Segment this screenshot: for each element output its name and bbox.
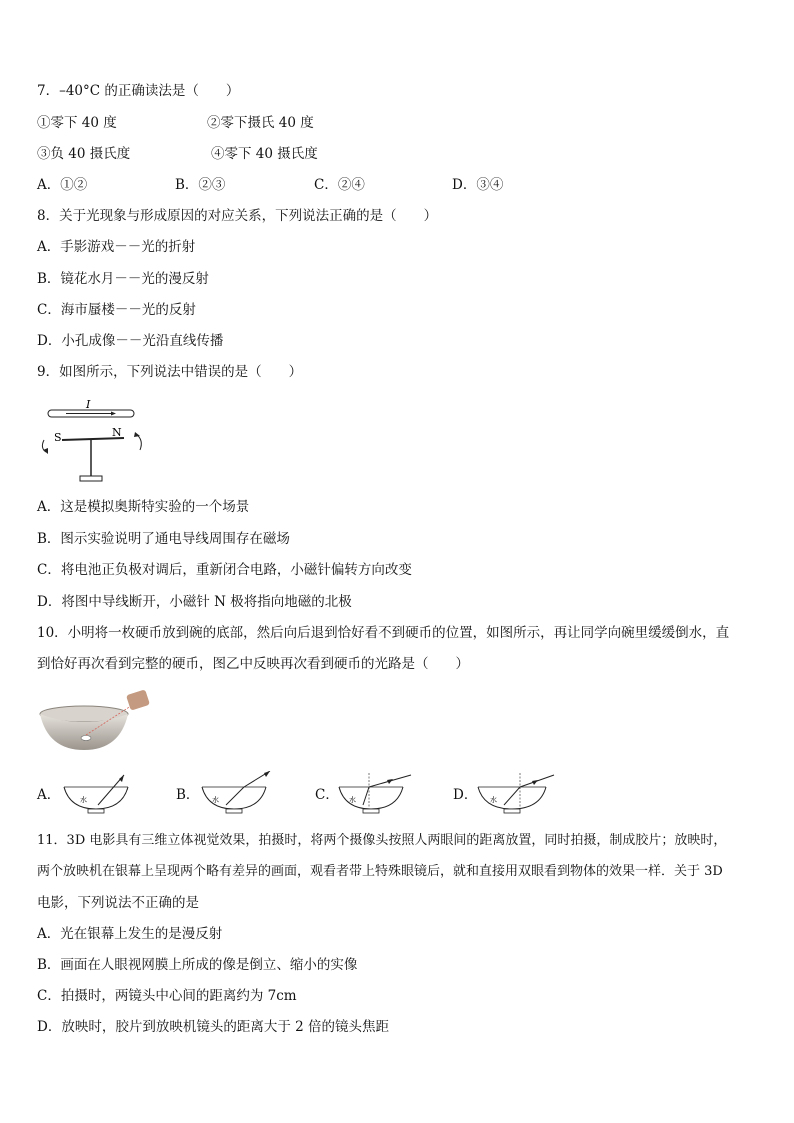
- q9-option-c: C．将电池正负极对调后，重新闭合电路，小磁针偏转方向改变: [37, 562, 412, 578]
- q7-stem: 7．–40°C 的正确读法是（ ）: [37, 83, 240, 99]
- oersted-figure: [36, 396, 154, 492]
- q11-stem-line2: 两个放映机在银幕上呈现两个略有差异的画面，观看者带上特殊眼镜后，就和直接用双眼看到物体的效果一样．关于 3D: [37, 864, 723, 879]
- q7-option-a: A．①②: [37, 177, 88, 193]
- q10-option-a: A．: [37, 787, 61, 803]
- current-label: I: [86, 398, 91, 411]
- q7-statement-3: ③负 40 摄氏度: [37, 146, 131, 162]
- q7-statement-2: ②零下摄氏 40 度: [207, 115, 314, 131]
- q9-stem: 9．如图所示，下列说法中错误的是（ ）: [37, 364, 303, 380]
- q10-stem-line1: 10．小明将一枚硬币放到碗的底部，然后向后退到恰好看不到硬币的位置，如图所示，再让同学向碗里缓缓倒水，直: [37, 625, 730, 641]
- q11-option-b: B．画面在人眼视网膜上所成的像是倒立、缩小的实像: [37, 957, 358, 973]
- q10-diagram-b: [198, 771, 274, 817]
- q11-option-a: A．光在银幕上发生的是漫反射: [37, 926, 223, 942]
- q9-option-a: A．这是模拟奥斯特实验的一个场景: [37, 499, 250, 515]
- q7-statement-1: ①零下 40 度: [37, 115, 117, 131]
- rotation-arrow-left-head: [43, 448, 48, 454]
- q10-option-d: D．: [453, 787, 478, 803]
- needle-n-label: N: [112, 426, 122, 439]
- needle-s-label: S: [54, 431, 62, 444]
- q11-stem-line1: 11．3D 电影具有三维立体视觉效果，拍摄时，将两个摄像头按照人两眼间的距离放置，同时拍摄，制成胶片；放映时，: [37, 833, 727, 848]
- q10-diagram-a: [60, 771, 136, 817]
- q7-option-c: C．②④: [314, 177, 365, 193]
- q7-statement-4: ④零下 40 摄氏度: [211, 146, 318, 162]
- q7-option-d: D．③④: [452, 177, 504, 193]
- svg-text:水: 水: [349, 796, 356, 804]
- q10-option-b: B．: [176, 787, 200, 803]
- q10-diagram-c: [335, 771, 415, 817]
- q8-option-b: B．镜花水月－－光的漫反射: [37, 271, 209, 287]
- q10-stem-line2: 到恰好再次看到完整的硬币，图乙中反映再次看到硬币的光路是（ ）: [37, 656, 469, 672]
- bowl-photo: [38, 688, 156, 756]
- q11-option-c: C．拍摄时，两镜头中心间的距离约为 7cm: [37, 988, 297, 1004]
- q10-option-c: C．: [315, 787, 339, 803]
- q8-option-a: A．手影游戏－－光的折射: [37, 239, 196, 255]
- q9-option-b: B．图示实验说明了通电导线周围存在磁场: [37, 531, 290, 547]
- q7-option-b: B．②③: [175, 177, 226, 193]
- q8-option-d: D．小孔成像－－光沿直线传播: [37, 333, 224, 349]
- q9-option-d: D．将图中导线断开，小磁针 N 极将指向地磁的北极: [37, 594, 352, 610]
- stand-base: [80, 476, 102, 481]
- svg-text:水: 水: [212, 796, 219, 804]
- q11-stem-line3: 电影，下列说法不正确的是: [37, 895, 199, 911]
- q11-option-d: D．放映时，胶片到放映机镜头的距离大于 2 倍的镜头焦距: [37, 1019, 389, 1035]
- q8-stem: 8．关于光现象与形成原因的对应关系，下列说法正确的是（ ）: [37, 208, 438, 224]
- svg-text:水: 水: [80, 796, 87, 804]
- q8-option-c: C．海市蜃楼－－光的反射: [37, 302, 196, 318]
- q10-diagram-d: [474, 771, 558, 817]
- svg-text:水: 水: [490, 796, 497, 804]
